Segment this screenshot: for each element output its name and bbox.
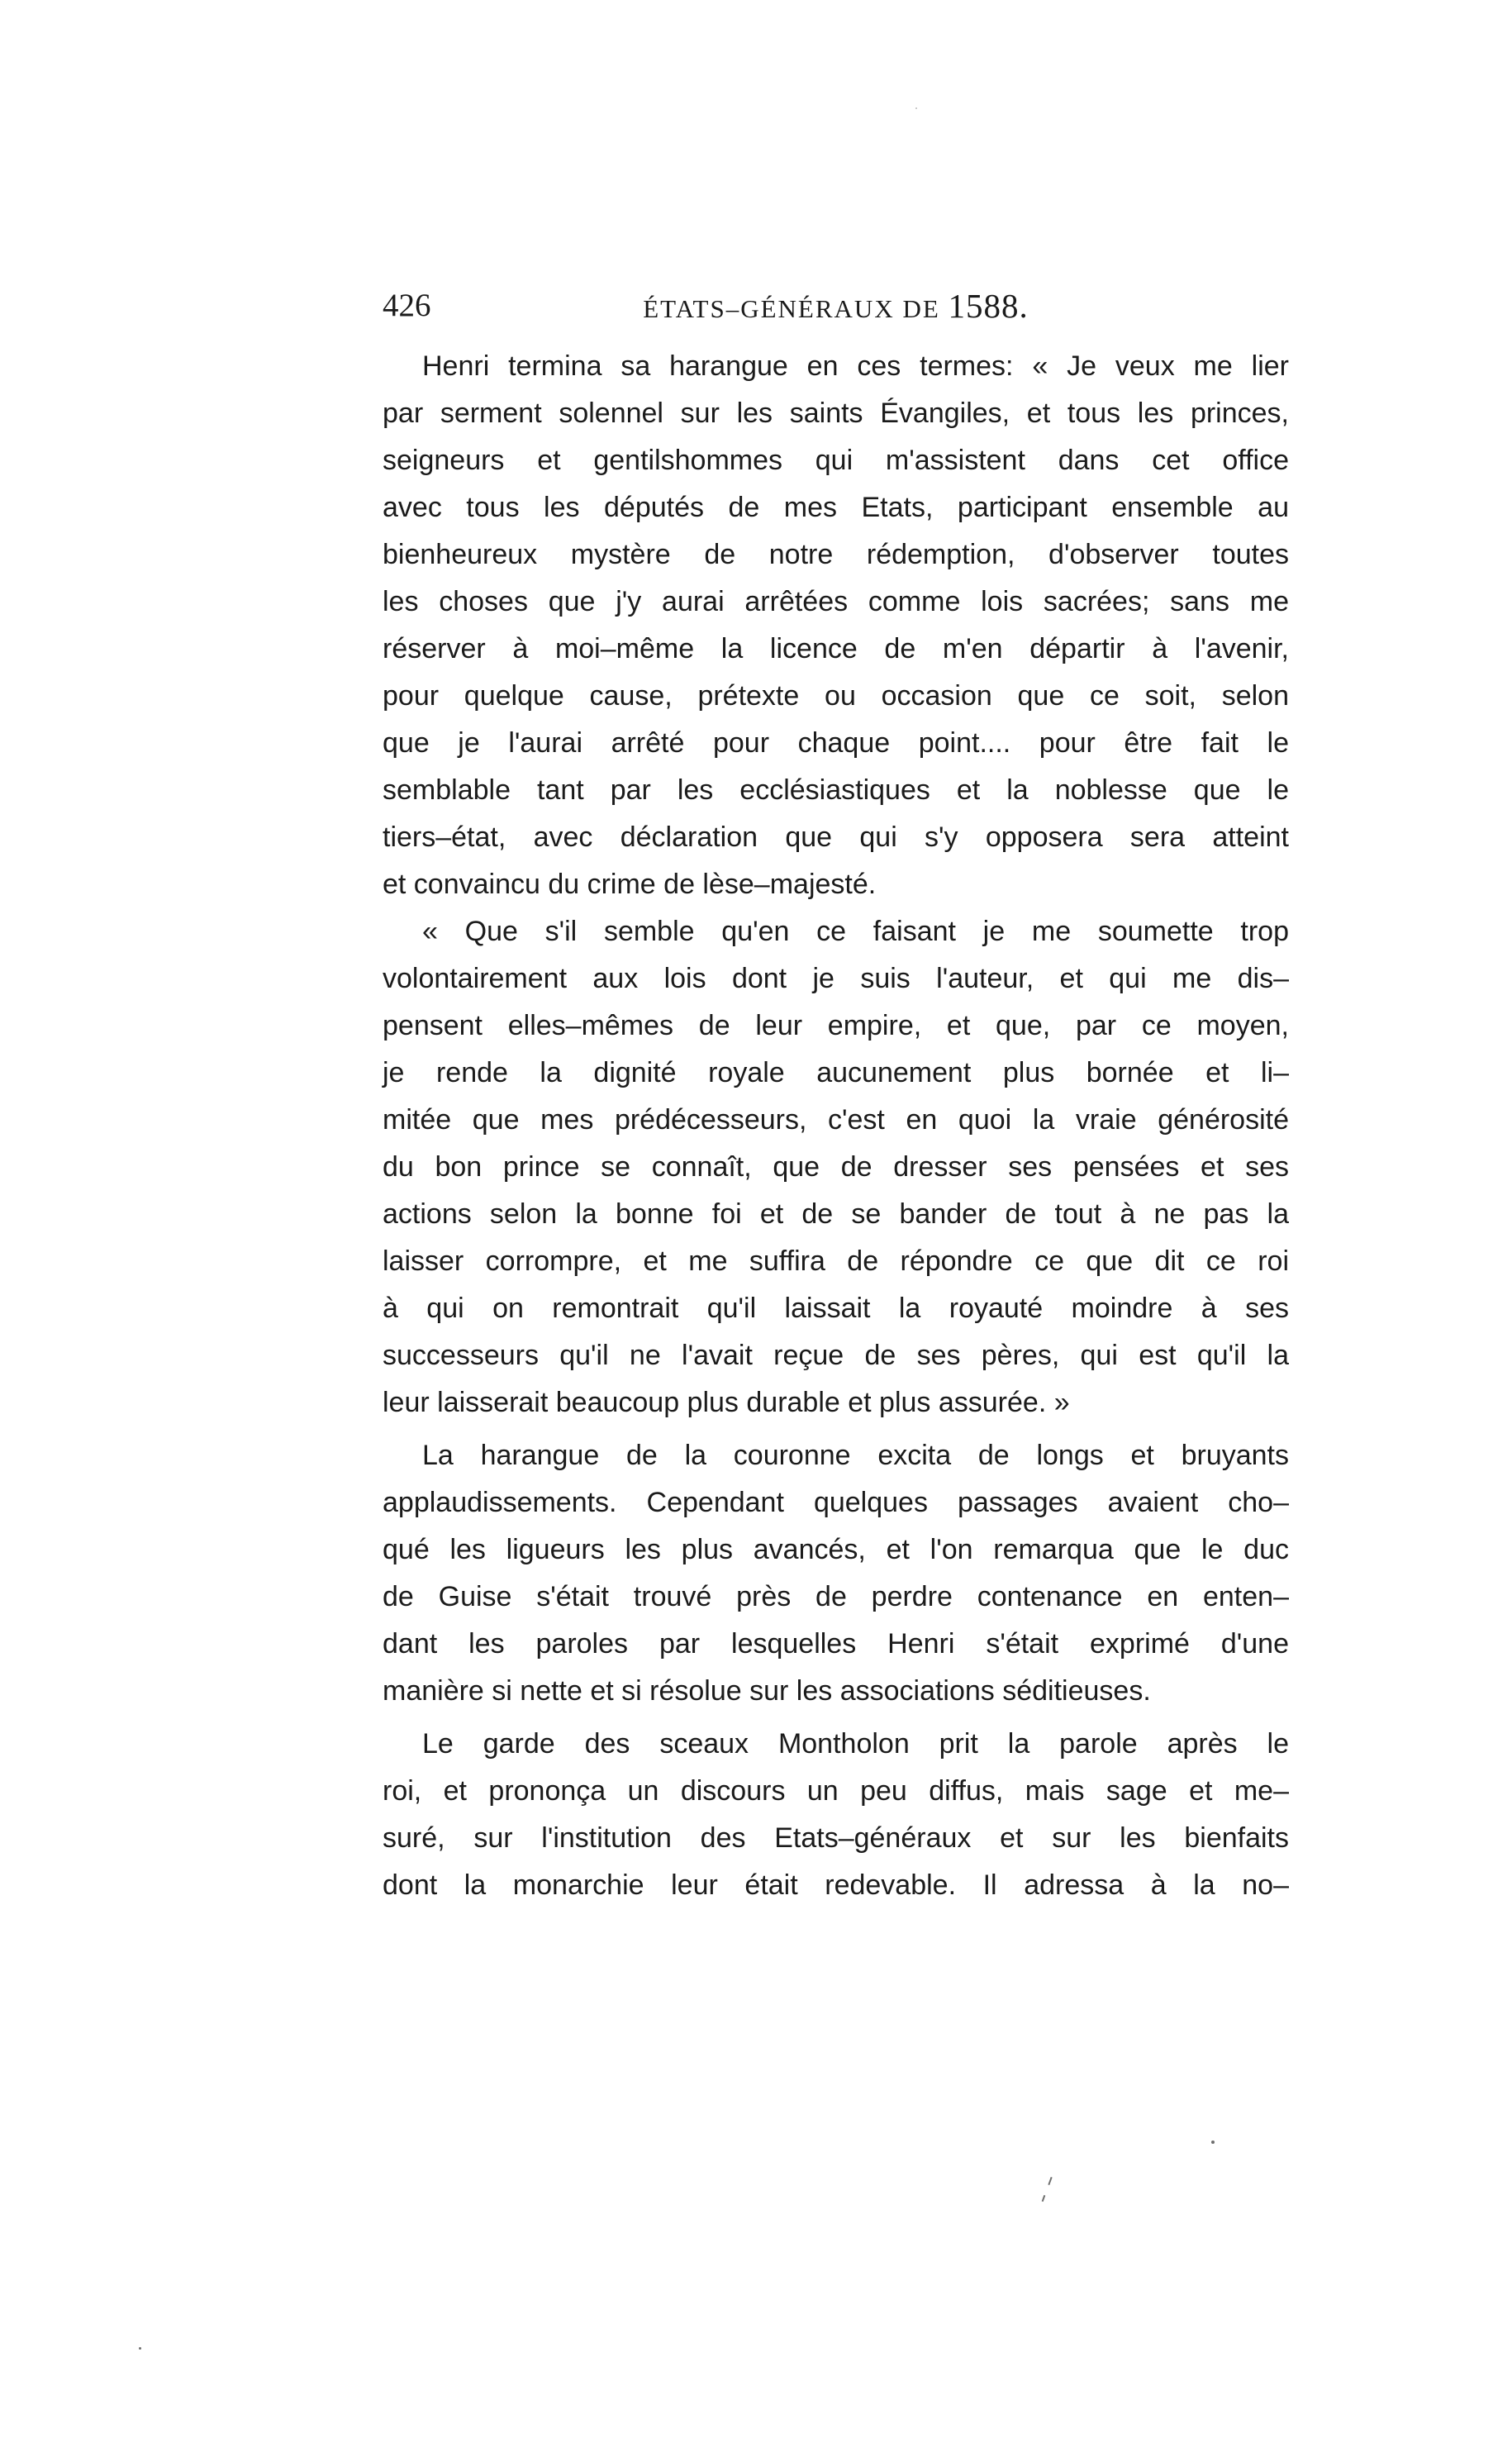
text-line: les choses que j'y aurai arrêtées comme lois sacrées; sans me: [383, 586, 1289, 617]
text-line: et convaincu du crime de lèse–majesté.: [383, 869, 877, 900]
running-title-year: 1588.: [948, 287, 1029, 325]
text-line: dont la monarchie leur était redevable. Il adressa à la no–: [383, 1869, 1289, 1901]
text-line: pour quelque cause, prétexte ou occasion que ce soit, selon: [383, 680, 1289, 712]
text-line: roi, et prononça un discours un peu diffus, mais sage et me–: [383, 1775, 1289, 1807]
text-line: applaudissements. Cependant quelques passages avaient cho–: [383, 1487, 1289, 1518]
text-line: tiers–état, avec déclaration que qui s'y opposera sera atteint: [383, 821, 1289, 853]
text-line: je rende la dignité royale aucunement plus bornée et li–: [383, 1057, 1289, 1088]
scan-speck: [915, 107, 917, 109]
paragraph-gap: [383, 1426, 1289, 1432]
text-line: Henri termina sa harangue en ces termes: « Je veux me lier: [422, 350, 1289, 382]
text-line: Le garde des sceaux Montholon prit la parole après le: [422, 1728, 1289, 1760]
text-line: suré, sur l'institution des Etats–généraux et sur les bienfaits: [383, 1822, 1289, 1854]
text-line: seigneurs et gentilshommes qui m'assistent dans cet office: [383, 445, 1289, 476]
text-line: La harangue de la couronne excita de longs et bruyants: [422, 1440, 1289, 1471]
text-line: manière si nette et si résolue sur les associations séditieuses.: [383, 1675, 1151, 1707]
text-line: « Que s'il semble qu'en ce faisant je me soumette trop: [422, 916, 1289, 947]
text-line: successeurs qu'il ne l'avait reçue de ses pères, qui est qu'il la: [383, 1340, 1289, 1371]
page-number: 426: [383, 288, 431, 323]
paragraph-2: [383, 908, 1289, 1426]
text-line: à qui on remontrait qu'il laissait la royauté moindre à ses: [383, 1293, 1289, 1324]
scan-speck: [139, 2347, 141, 2350]
page-header: [383, 281, 1289, 331]
paragraph-4: [383, 1721, 1289, 1909]
paragraph-1: [383, 343, 1289, 908]
text-line: avec tous les députés de mes Etats, participant ensemble au: [383, 492, 1289, 523]
paragraph-3: [383, 1432, 1289, 1715]
text-line: que je l'aurai arrêté pour chaque point.... pour être fait le: [383, 727, 1289, 759]
text-line: par serment solennel sur les saints Évangiles, et tous les princes,: [383, 398, 1289, 429]
scan-speck: [1042, 2195, 1046, 2202]
scan-speck: [1048, 2177, 1052, 2185]
running-title-text: ÉTATS–GÉNÉRAUX DE: [643, 294, 940, 323]
text-line: bienheureux mystère de notre rédemption, d'observer toutes: [383, 539, 1289, 570]
text-line: dant les paroles par lesquelles Henri s'était exprimé d'une: [383, 1628, 1289, 1660]
text-line: réserver à moi–même la licence de m'en départir à l'avenir,: [383, 633, 1289, 664]
paragraph-gap: [383, 1715, 1289, 1721]
text-line: de Guise s'était trouvé près de perdre contenance en enten–: [383, 1581, 1289, 1612]
text-line: leur laisserait beaucoup plus durable et plus assurée. »: [383, 1387, 1070, 1418]
body-text: [383, 343, 1289, 1909]
text-line: laisser corrompre, et me suffira de répondre ce que dit ce roi: [383, 1245, 1289, 1277]
text-line: mitée que mes prédécesseurs, c'est en quoi la vraie générosité: [383, 1104, 1289, 1136]
scan-speck: [1211, 2141, 1215, 2144]
text-line: qué les ligueurs les plus avancés, et l'on remarqua que le duc: [383, 1534, 1289, 1565]
text-line: pensent elles–mêmes de leur empire, et que, par ce moyen,: [383, 1010, 1289, 1041]
text-line: du bon prince se connaît, que de dresser ses pensées et ses: [383, 1151, 1289, 1183]
running-title: [383, 281, 1289, 334]
text-line: volontairement aux lois dont je suis l'auteur, et qui me dis–: [383, 963, 1289, 994]
text-line: semblable tant par les ecclésiastiques et la noblesse que le: [383, 774, 1289, 806]
text-line: actions selon la bonne foi et de se bander de tout à ne pas la: [383, 1198, 1289, 1230]
